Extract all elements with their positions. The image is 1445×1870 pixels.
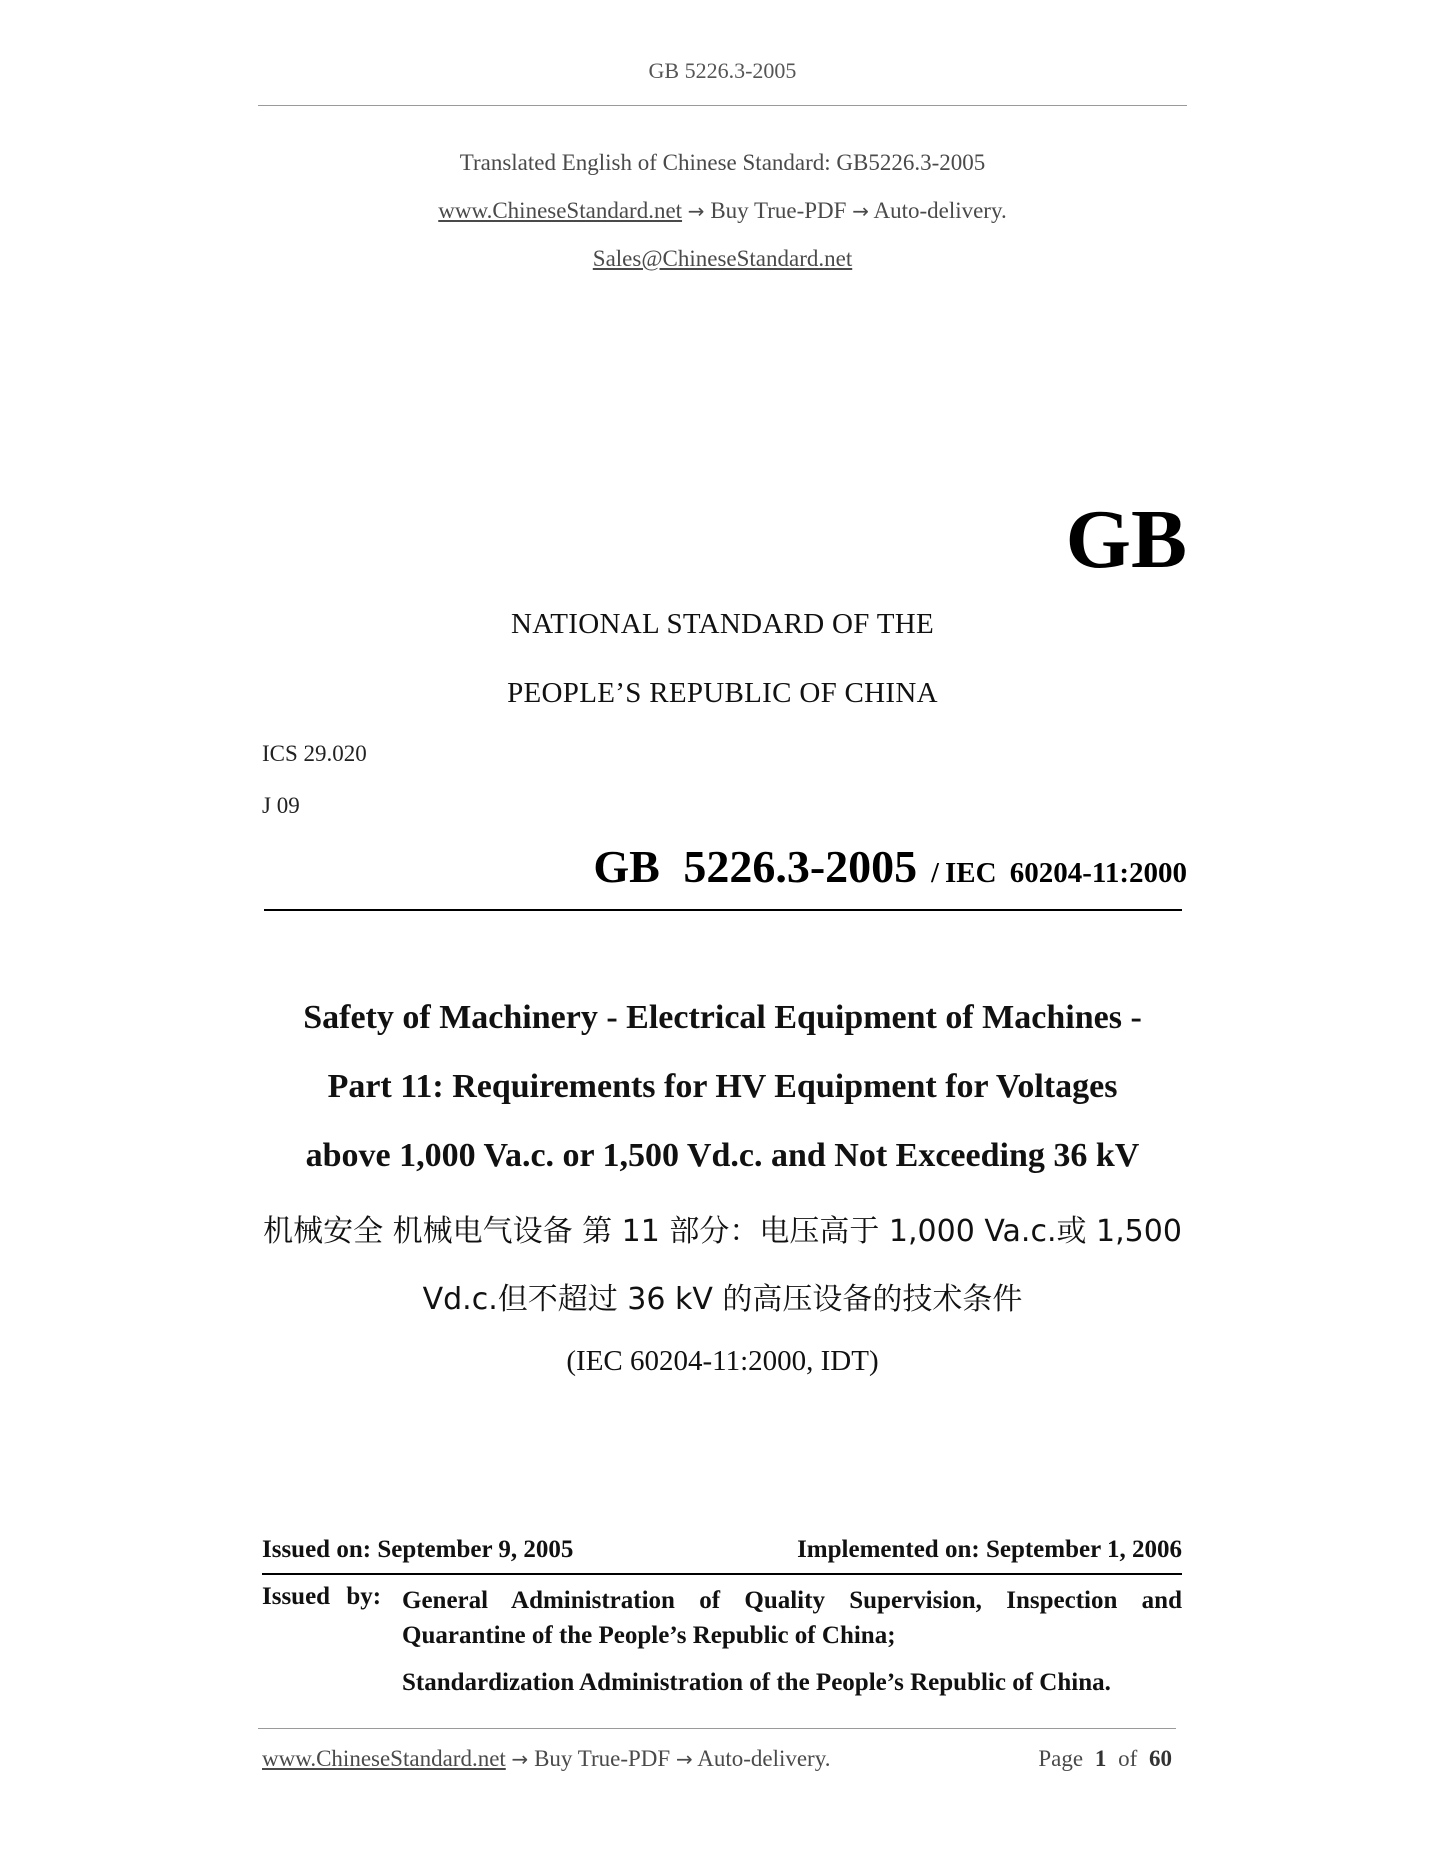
title-zh-line-1: 机械安全 机械电气设备 第 11 部分：电压高于 1,000 Va.c.或 1,500 xyxy=(263,1214,1182,1249)
of-label: of xyxy=(1118,1746,1138,1771)
gb-standard-number: GB 5226.3-2005 xyxy=(593,841,918,892)
footer-rule xyxy=(258,1728,1176,1729)
promo-line-2 xyxy=(0,198,1445,224)
promo-line-1: Translated English of Chinese Standard: GB5226.3-2005 xyxy=(459,150,986,175)
national-standard-line-2: PEOPLE’S REPUBLIC OF CHINA xyxy=(507,677,938,709)
title-zh-line-2: Vd.c.但不超过 36 kV 的高压设备的技术条件 xyxy=(422,1282,1023,1317)
implemented-on-date: Implemented on: September 1, 2006 xyxy=(797,1536,1182,1563)
standard-number-rule xyxy=(264,909,1182,911)
arrow-right-icon: → xyxy=(675,1747,693,1771)
sales-email-link[interactable]: Sales@ChineseStandard.net xyxy=(592,246,853,271)
title-en-line-2: Part 11: Requirements for HV Equipment for Voltages xyxy=(327,1068,1118,1105)
issued-on-date: Issued on: September 9, 2005 xyxy=(262,1536,574,1563)
idt-reference: (IEC 60204-11:2000, IDT) xyxy=(566,1345,879,1377)
title-en-line-1: Safety of Machinery - Electrical Equipment of Machines - xyxy=(303,999,1142,1036)
page-footer xyxy=(262,1746,1172,1772)
header-rule xyxy=(258,105,1187,106)
issuer-1-line-1: General Administration of Quality Supervision, Inspection and xyxy=(402,1587,1182,1614)
page-label: Page xyxy=(1038,1746,1084,1771)
issuer-1-line-2: Quarantine of the People’s Republic of China; xyxy=(402,1622,896,1649)
footer-buy-text: Buy True-PDF xyxy=(534,1746,671,1771)
issue-dates-rule xyxy=(262,1573,1182,1575)
arrow-right-icon: → xyxy=(852,199,869,223)
promo-line-3 xyxy=(0,246,1445,272)
ccs-code: J 09 xyxy=(262,793,300,818)
standard-number xyxy=(593,840,1187,893)
national-standard-line-1: NATIONAL STANDARD OF THE xyxy=(511,608,934,640)
footer-auto-text: Auto-delivery. xyxy=(697,1746,831,1771)
arrow-right-icon: → xyxy=(511,1747,529,1771)
issuer-2: Standardization Administration of the People’s Republic of China. xyxy=(402,1669,1111,1696)
issuer-1 xyxy=(402,1583,1182,1653)
page-indicator xyxy=(1038,1746,1172,1772)
footer-site-link[interactable]: www.ChineseStandard.net xyxy=(262,1746,506,1771)
running-header: GB 5226.3-2005 xyxy=(648,58,797,83)
title-en-line-3: above 1,000 Va.c. or 1,500 Vd.c. and Not Exceeding 36 kV xyxy=(305,1137,1140,1174)
gb-mark: GB xyxy=(1065,493,1187,586)
page-number: 1 xyxy=(1094,1746,1107,1771)
total-pages: 60 xyxy=(1149,1746,1172,1771)
site-link[interactable]: www.ChineseStandard.net xyxy=(438,198,683,223)
buy-true-pdf-text: Buy True-PDF xyxy=(710,198,847,223)
number-separator: / xyxy=(931,858,939,889)
auto-delivery-text: Auto-delivery. xyxy=(873,198,1007,223)
iec-standard-number: IEC 60204-11:2000 xyxy=(944,857,1187,889)
issued-by-label: Issued by: xyxy=(262,1583,382,1610)
ics-code: ICS 29.020 xyxy=(262,741,367,766)
arrow-right-icon: → xyxy=(687,199,705,223)
